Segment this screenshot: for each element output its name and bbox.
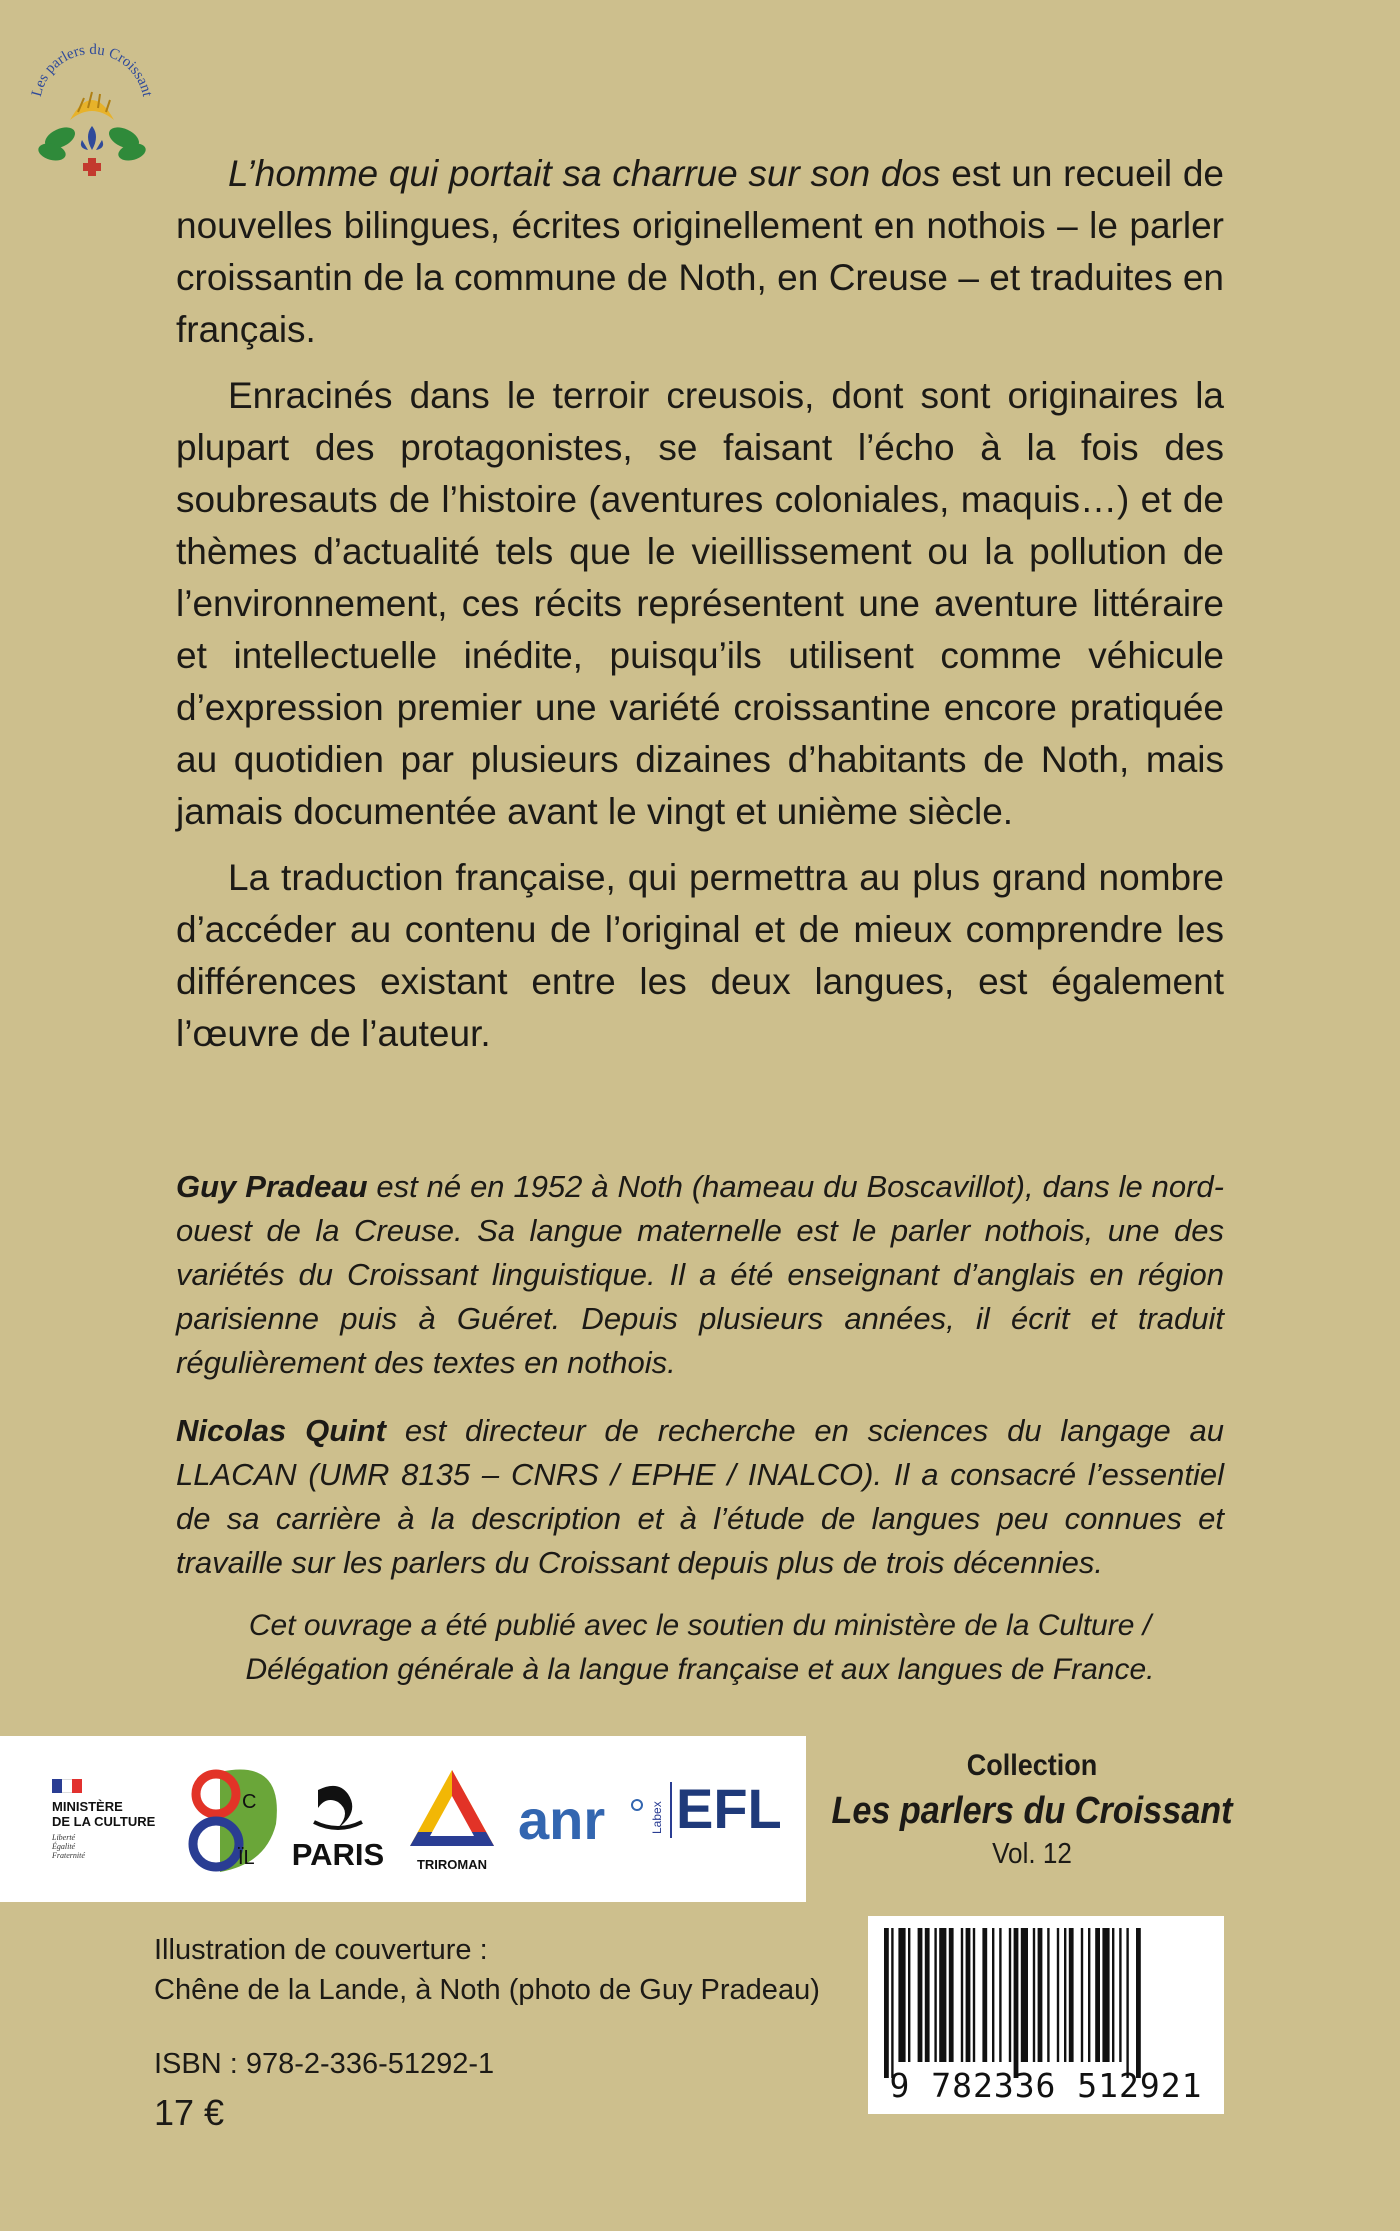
barcode-bar <box>1069 1928 1074 2062</box>
barcode-digits: 9 782336 512921 <box>889 2066 1203 2105</box>
barcode-bar <box>939 1928 946 2062</box>
illustration-text: Chêne de la Lande, à Noth (photo de Guy Pradeau) <box>154 1974 820 2006</box>
labex-efl-logo: Labex EFL <box>650 1777 782 1840</box>
fleur-de-lis-icon <box>81 126 103 150</box>
barcode-bar <box>884 1928 889 2078</box>
price: 17 € <box>154 2092 225 2133</box>
isbn-barcode <box>868 1916 1224 2114</box>
triroman-triangle-icon <box>406 1766 498 1850</box>
support-line-2: Délégation générale à la langue française et aux langues de France. <box>245 1653 1155 1686</box>
barcode-bar <box>1033 1928 1035 2062</box>
illustration-label: Illustration de couverture : <box>154 1934 488 1966</box>
barcode-bar <box>992 1928 994 2062</box>
author-name: Guy Pradeau <box>176 1169 368 1204</box>
barcode-bar <box>973 1928 975 2062</box>
anr-logo: anr <box>518 1792 654 1852</box>
barcode-bar <box>934 1928 936 2062</box>
svg-text:ÏL: ÏL <box>238 1847 255 1869</box>
barcode-bar <box>949 1928 954 2062</box>
paris-logo: PARIS <box>286 1782 390 1872</box>
ministere-culture-logo: MINISTÈRE DE LA CULTURE Liberté Égalité Fraternité <box>52 1779 172 1869</box>
barcode-bar <box>966 1928 971 2062</box>
barcode-bar <box>925 1928 930 2062</box>
barcode-bar <box>1047 1928 1049 2062</box>
collection-label: Collection <box>966 1749 1098 1782</box>
blurb-paragraph-2: Enracinés dans le terroir creusois, dont sont originaires la plupart des protagonistes, se faisant l’écho à la fois des soubresauts de l’histoire (aventures coloniales, maquis…) et de thèmes d’actualité tels que le vieillissement ou la pollution de l’environnement, ces récits représentent une aventure littéraire et intellectuelle inédite, puisqu’ils utilisent comme véhicule d’expression premier une variété croissantine encore pratiquée au quotidien par plusieurs dizaines d’habitants de Noth, mais jamais documentée avant le vingt et unième siècle. <box>176 375 1224 832</box>
barcode-bar <box>1064 1928 1066 2062</box>
barcode-bar <box>1081 1928 1083 2062</box>
barcode-bar <box>1102 1928 1109 2062</box>
barcode-bar <box>1126 1928 1128 2078</box>
blurb-paragraph-3: La traduction française, qui permettra au plus grand nombre d’accéder au contenu de l’original et de mieux comprendre les différences existant entre les deux langues, est également l’œuvre de l’auteur. <box>176 857 1224 1054</box>
series-logo <box>22 28 162 178</box>
barcode-bar <box>1095 1928 1100 2062</box>
support-notice <box>176 1604 1224 1692</box>
isbn: ISBN : 978-2-336-51292-1 <box>154 2048 495 2080</box>
partner-logos <box>0 1736 806 1902</box>
triroman-logo: TRIROMAN <box>404 1766 500 1884</box>
paris-ship-icon <box>308 1782 368 1834</box>
editor-bio: Nicolas Quint est directeur de recherche en sciences du langage au LLACAN (UMR 8135 – CNRS / EPHE / INALCO). Il a consacré l’essentiel de sa carrière à la description et à l’étude de langues peu connues et travaille sur les parlers du Croissant depuis plus de trois décennies. <box>176 1413 1224 1580</box>
svg-text:C: C <box>242 1791 257 1813</box>
blurb-paragraph-1: L’homme qui portait sa charrue sur son dos est un recueil de nouvelles bilingues, écrites originellement en nothois – le parler croissantin de la commune de Noth, en Creuse – et traduites en français. <box>176 153 1224 350</box>
editor-name: Nicolas Quint <box>176 1413 387 1448</box>
barcode-bar <box>1112 1928 1114 2062</box>
barcode-bar <box>1021 1928 1028 2062</box>
support-line-1: Cet ouvrage a été publié avec le soutien du ministère de la Culture / <box>248 1609 1152 1642</box>
barcode-bar <box>1136 1928 1141 2078</box>
barcode-bar <box>918 1928 923 2062</box>
barcode-bar <box>908 1928 910 2062</box>
barcode-bar <box>1038 1928 1043 2062</box>
barcode-bar <box>1057 1928 1059 2062</box>
cross-icon <box>83 158 101 176</box>
barcode-bar <box>1088 1928 1090 2062</box>
publication-credits <box>154 1930 820 2138</box>
barcode-bar <box>961 1928 963 2062</box>
barcode-bar <box>999 1928 1001 2062</box>
barcode-bar <box>982 1928 987 2062</box>
collection-info <box>806 1746 1258 1872</box>
book-blurb <box>176 148 1224 1074</box>
barcode-bar <box>1009 1928 1011 2062</box>
ceil-logo <box>180 1764 286 1880</box>
barcode-bar <box>1014 1928 1019 2078</box>
barcode-bar <box>898 1928 905 2062</box>
contributors-bios <box>176 1165 1224 1609</box>
barcode-bar <box>1119 1928 1121 2062</box>
collection-name: Les parlers du Croissant <box>831 1790 1233 1832</box>
series-logo-text: Les parlers du Croissant <box>28 41 156 99</box>
collection-volume: Vol. 12 <box>992 1838 1072 1870</box>
anr-dot-icon <box>630 1798 644 1812</box>
barcode-bar <box>891 1928 893 2078</box>
author-bio: Guy Pradeau est né en 1952 à Noth (hameau du Boscavillot), dans le nord-ouest de la Creuse. Sa langue maternelle est le parler nothois, une des variétés du Croissant linguistique. Il a été enseignant d’anglais en région parisienne puis à Guéret. Depuis plusieurs années, il écrit et traduit régulièrement des textes en nothois. <box>176 1169 1224 1380</box>
book-title: L’homme qui portait sa charrue sur son dos <box>228 153 941 194</box>
